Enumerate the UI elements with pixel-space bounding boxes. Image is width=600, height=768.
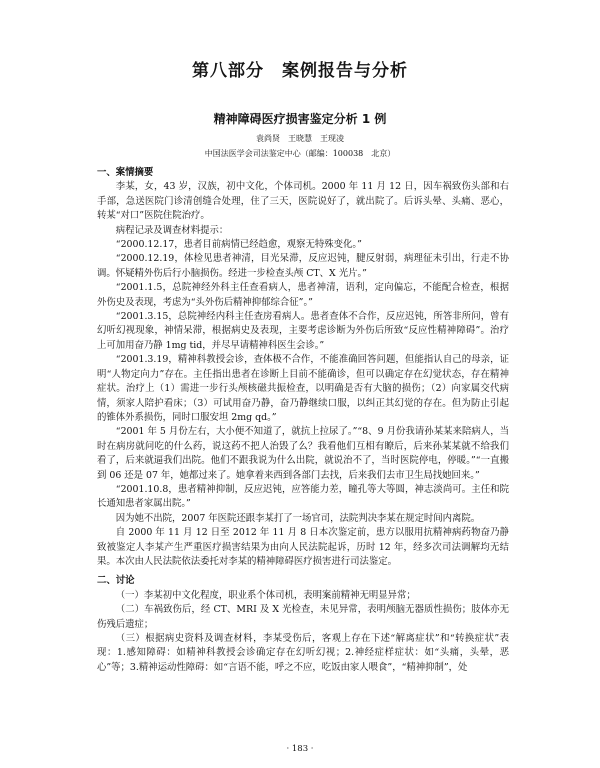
paragraph: 病程记录及调查材料提示： (115, 224, 229, 236)
affiliation: 中国法医学会司法鉴定中心（邮编：100038 北京） (204, 149, 396, 158)
paragraph: “2001 年 5 月份左右，大小便不知道了，就抗上拉尿了。”“8、9 月份我请孙某某来陪病人，当时在病房就问吃的什么药，说这药不把人治毁了么？我看他们互相有瞭后，后来孙某某就不给我们看了，后来就逼我们出院。他们不跟我说为什么出院，就说治不了，当时医院停电，停暖。”“一直搬到 06 还是 07 年，她都过来了。她拿着来西到各部门去找，后来我们去市卫生局找她回来。” (97, 426, 509, 481)
paragraph: 因为她不出院，2007 年医院还跟李某打了一场官司，法院判决李某在规定时间内离院。 (115, 512, 481, 524)
paragraph: “2000.12.17，患者目前病情已经趋愈，观察无特殊变化。” (115, 239, 362, 251)
section-heading-summary: 一、案情摘要 (97, 167, 154, 178)
paragraph: “2000.12.19，体检见患者神清，目光呆滞，反应迟钝，腱反射弱，病理征未引出，行走不协调。怀疑精外伤后行小脑损伤。经进一步检查头颅 CT、X 光片。” (97, 253, 509, 279)
paragraph: （三）根据病史资料及调查材料，李某受伤后，客观上存在下述“解离症状”和“转换症状”表现：1.感知障碍：如精神科教授会诊确定存在幻听幻视；2.神经症样症状：如“头痛，头晕，恶心”等；3.精神运动性障碍：如“言语不能，呼之不应，吃饭由家人喂食”，“精神抑制”，处 (97, 633, 509, 673)
article-title: 精神障碍医疗损害鉴定分析 1 例 (213, 112, 387, 126)
paragraph: “2001.3.19，精神科教授会诊，查体极不合作，不能准确回答问题，但能指认自己的母亲，证明“人物定向力”存在。主任指出患者在诊断上目前不能确诊，但可以确定存在幻觉状态，存在精神症状。治疗上（1）需进一步行头颅核磁共振检查，以明确是否有大脑的损伤；（2）向家属交代病情，须家人陪护看床；（3）可试用奋乃静，奋乃静继续口服，以纠正其幻觉的存在。但为防止引起的锥体外系损伤，同时口服安坦 2mg qd。” (97, 354, 509, 423)
section-heading-discussion: 二、讨论 (97, 575, 135, 587)
paragraph: 自 2000 年 11 月 12 日至 2012 年 11 月 8 日本次鉴定前，患方以服用抗精神病药物奋乃静致被鉴定人李某产生严重医疗损害结果为由向人民法院起诉，历时 12 年，经多次司法调解均无结果。本次由人民法院依法委托对李某的精神障碍医疗损害进行司法鉴定。 (97, 527, 509, 567)
article-body (97, 165, 509, 675)
part-title: 第八部分 案例报告与分析 (192, 61, 408, 81)
paragraph: “2001.10.8，患者精神抑制，反应迟钝，应答能力差，瞳孔等大等圆，神志淡尚可。主任和院长通知患者家属出院。” (97, 483, 509, 510)
page-number: · 183 · (286, 744, 314, 754)
paragraph: （二）车祸致伤后，经 CT、MRI 及 X 光检查，未见异常，表明颅脑无器质性损伤；肢体亦无伤残后遗症； (97, 604, 509, 630)
paragraph: （一）李某初中文化程度，职业系个体司机，表明案前精神无明显异常； (115, 589, 416, 601)
paragraph: “2001.1.5，总院神经外科主任查看病人，患者神清，语利，定向偏忘，不能配合检查，根据外伤史及表现，考虑为“头外伤后精神抑郁综合征”。” (97, 282, 509, 308)
paragraph: “2001.3.15，总院神经内科主任查房看病人。患者查体不合作，反应迟钝，所答非所问，曾有幻听幻视现象，神情呆滞，根据病史及表现，主要考虑诊断为外伤后所致“反应性精神障碍”。治疗上可加用奋乃静 1mg tid，并尽早请精神科医生会诊。” (97, 311, 509, 351)
authors: 袁尚贤 王晓慧 王现凌 (256, 134, 344, 143)
paragraph: 李某，女，43 岁，汉族，初中文化，个体司机。2000 年 11 月 12 日，因车祸致伤头部和右手部，急送医院门诊清创缝合处理，住了三天，医院说好了，就出院了。后诉头晕、头痛、恶心，转某“对口”医院住院治疗。 (97, 181, 509, 222)
